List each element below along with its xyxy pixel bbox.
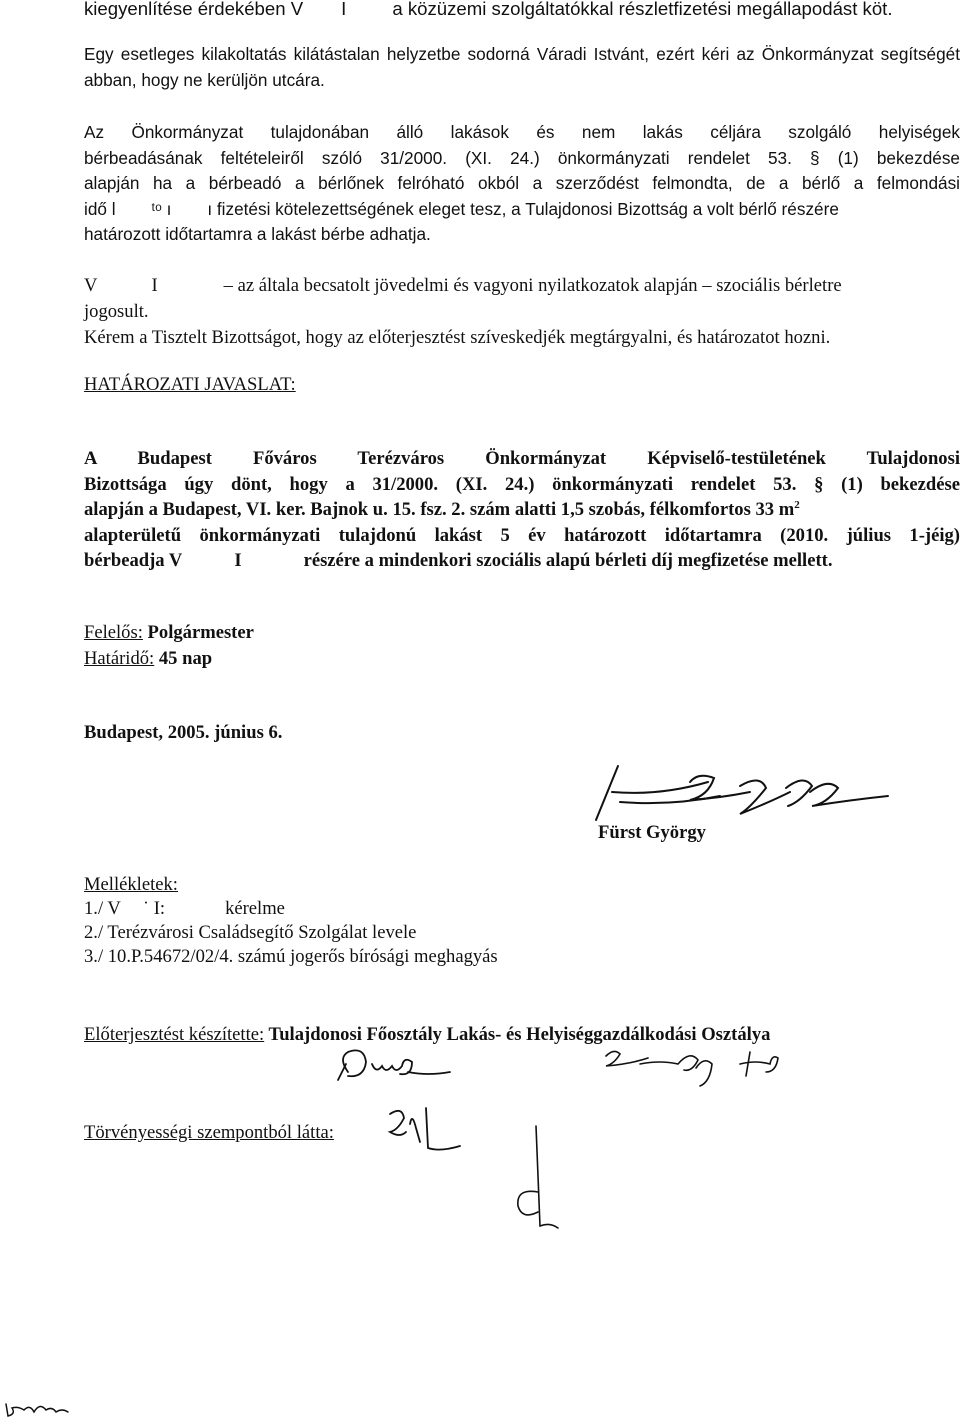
responsible-value: Polgármester: [142, 622, 254, 643]
preparer-signature: [328, 1042, 458, 1092]
deadline-label: Határidő:: [84, 648, 155, 669]
text-fragment: részére a mindenkori szociális alapú bérleti díj megfizetése mellett.: [303, 550, 833, 571]
text-line: [84, 497, 960, 523]
text-line: [84, 273, 960, 299]
attachment-item: 3./ 10.P.54672/02/4. számú jogerős bírósági meghagyás: [84, 946, 498, 967]
redacted-initial: I: [234, 550, 242, 571]
text-line: A Budapest Főváros Terézváros Önkormányzat Képviselő-testületének Tulajdonosi: [84, 448, 960, 469]
legal-review-signature: [380, 1102, 480, 1162]
text-fragment: ˙ I:: [142, 898, 166, 919]
responsible-line: [84, 620, 254, 645]
department-head-signature: [600, 1042, 790, 1092]
prepared-by-label: Előterjesztést készítette:: [84, 1024, 265, 1045]
paragraph-intro: [84, 0, 893, 21]
text-fragment: a közüzemi szolgáltatókkal részletfizetési megállapodást köt.: [392, 0, 893, 19]
text-fragment: ᵗᵒ ı: [151, 198, 172, 219]
text-fragment: idő l: [84, 198, 116, 219]
text-line: alapján ha a bérbeadó a bérlőnek felróható okból a szerződést felmondta, de a bérlő a felmondási: [84, 173, 960, 193]
deadline-line: [84, 646, 212, 671]
redacted-initial: V: [84, 275, 98, 296]
text-fragment: 1./ V: [84, 898, 121, 919]
text-line: alapterületű önkormányzati tulajdonú lakást 5 év határozott időtartamra (2010. július 1-jéig): [84, 524, 960, 546]
text-line: határozott időtartamra a lakást bérbe adhatja.: [84, 224, 431, 244]
text-fragment: bérbeadja V: [84, 550, 183, 571]
text-line: Bizottsága úgy dönt, hogy a 31/2000. (XI. 24.) önkormányzati rendelet 53. § (1) bekezdése: [84, 473, 960, 495]
paragraph-eviction: Egy esetleges kilakoltatás kilátástalan helyzetbe sodorná Váradi Istvánt, ezért kéri az Önkormányzat segítségét abban, hogy ne kerüljön utcára.: [84, 44, 960, 90]
proposal-heading: HATÁROZATI JAVASLAT:: [84, 374, 296, 395]
superscript: 2: [794, 498, 800, 511]
initials-signature: [506, 1122, 566, 1232]
text-fragment: ı fizetési kötelezettségének eleget tesz, a Tulajdonosi Bizottság a volt bérlő részére: [207, 198, 839, 219]
paragraph-eligibility: [84, 273, 960, 324]
attachment-item: 2./ Terézvárosi Családsegítő Szolgálat levele: [84, 922, 417, 943]
attachment-item: [84, 896, 285, 921]
legal-review-label: Törvényességi szempontból látta:: [84, 1122, 334, 1143]
text-fragment: – az általa becsatolt jövedelmi és vagyoni nyilatkozatok alapján – szociális bérletre: [223, 275, 842, 296]
text-line: jogosult.: [84, 300, 149, 322]
redacted-initial: I: [151, 275, 158, 296]
responsible-label: Felelős:: [84, 622, 143, 643]
signer-name: Fürst György: [598, 822, 706, 843]
text-fragment: kérelme: [225, 898, 285, 919]
text-fragment: kiegyenlítése érdekében V: [84, 0, 304, 19]
text-line: bérbeadásának feltételeiről szóló 31/2000. (XI. 24.) önkormányzati rendelet 53. § (1) bekezdése: [84, 147, 960, 168]
text-line: [84, 197, 960, 223]
paragraph-request: Kérem a Tisztelt Bizottságot, hogy az előterjesztést szíveskedjék megtárgyalni, és határozatot hozni.: [84, 327, 831, 348]
text-line: Az Önkormányzat tulajdonában álló lakások és nem lakás céljára szolgáló helyiségek: [84, 122, 960, 142]
text-fragment: alapján a Budapest, VI. ker. Bajnok u. 15. fsz. 2. szám alatti 1,5 szobás, félkomfortos 33 m: [84, 499, 795, 520]
attachments-heading: Mellékletek:: [84, 874, 178, 895]
text-line: [84, 548, 960, 574]
prepared-by-value: Tulajdonosi Főosztály Lakás- és Helyiséggazdálkodási Osztálya: [264, 1024, 771, 1045]
document-date: Budapest, 2005. június 6.: [84, 722, 283, 743]
handwritten-mark: [2, 1398, 72, 1420]
paragraph-regulation: [84, 120, 960, 248]
deadline-value: 45 nap: [154, 648, 213, 669]
resolution-text: [84, 446, 960, 574]
redacted-initial: I: [341, 0, 347, 19]
